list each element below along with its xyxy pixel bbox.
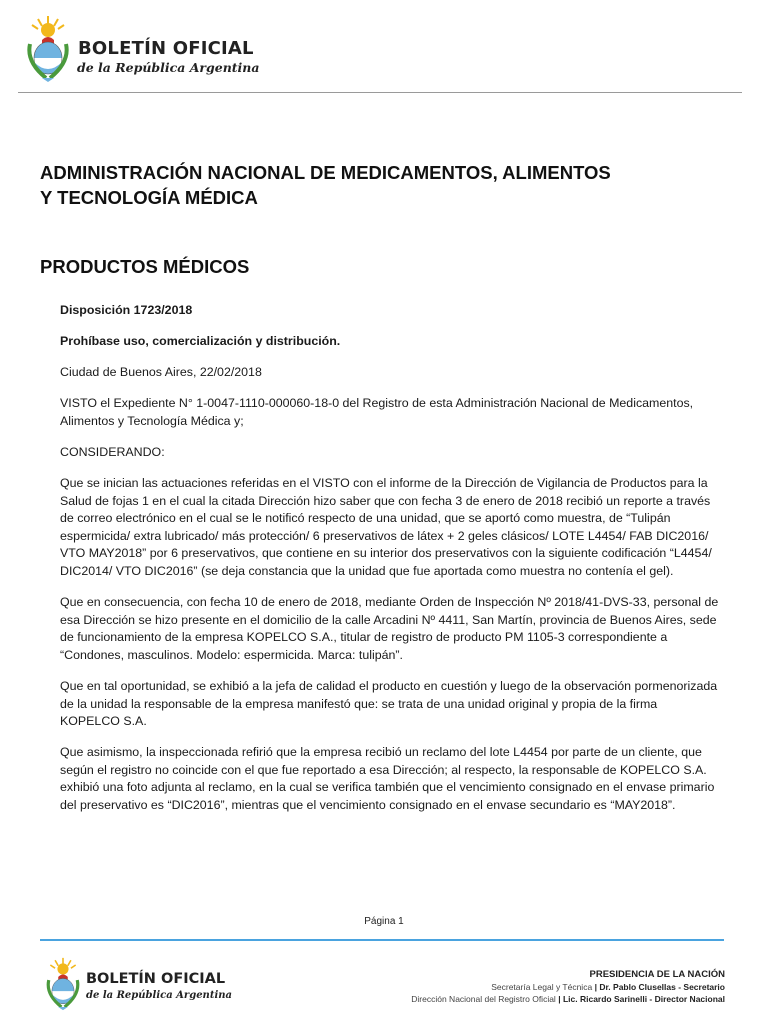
header-subtitle: de la República Argentina xyxy=(77,60,260,75)
footer-secretary-line xyxy=(411,981,725,993)
considerando-label: CONSIDERANDO: xyxy=(60,444,165,459)
header-divider xyxy=(18,92,742,93)
footer-director-name: Lic. Ricardo Sarinelli - Director Nacional xyxy=(562,994,725,1004)
organization-line-1: ADMINISTRACIÓN NACIONAL DE MEDICAMENTOS, ALIMENTOS xyxy=(40,162,611,183)
disposition-number: Disposición 1723/2018 xyxy=(60,303,193,317)
header-title: BOLETÍN OFICIAL xyxy=(78,38,254,59)
footer-separator: | xyxy=(594,982,597,992)
section-title: PRODUCTOS MÉDICOS xyxy=(40,256,250,277)
paragraph-4: Que asimismo, la inspeccionada refirió que la empresa recibió un reclamo del lote L4454 por parte de un cliente, que según el registro no coincide con el que fue reportado a esa Dirección; al respecto, la responsable de KOPELCO S.A. exhibió una foto adjunta al reclamo, en la cual se verifica también que el vencimiento consignado en el envase primario del preservativo es “DIC2016”, mientras que el vencimiento consignado en el envase secundario es “MAY2018”. xyxy=(60,745,715,813)
footer-credits xyxy=(411,969,725,1005)
footer-secretary-name: Dr. Pablo Clusellas - Secretario xyxy=(599,982,725,992)
paragraph-3: Que en tal oportunidad, se exhibió a la jefa de calidad el producto en cuestión y luego de la observación pormenorizada de la unidad la responsable de la empresa manifestó que: se trata de una unidad original y propia de la firma KOPELCO S.A. xyxy=(60,679,718,729)
footer-divider xyxy=(40,939,724,941)
header-coat-of-arms-icon xyxy=(24,14,72,89)
footer-presidency: PRESIDENCIA DE LA NACIÓN xyxy=(589,969,725,980)
page-number: Página 1 xyxy=(364,916,404,927)
footer-separator: | xyxy=(558,994,561,1004)
footer-subtitle: de la República Argentina xyxy=(86,990,232,1001)
footer-secretariat: Secretaría Legal y Técnica xyxy=(491,982,593,992)
document-body xyxy=(60,302,720,828)
footer-title: BOLETÍN OFICIAL xyxy=(86,971,226,987)
footer-coat-of-arms-icon xyxy=(44,956,82,1017)
disposition-headline: Prohíbase uso, comercialización y distribución. xyxy=(60,334,341,349)
footer-director-line xyxy=(411,993,725,1005)
organization-heading xyxy=(40,160,740,210)
paragraph-1: Que se inician las actuaciones referidas en el VISTO con el informe de la Dirección de Vigilancia de Productos para la Salud de fojas 1 en el cual la citada Dirección hizo saber que con fecha 3 de enero de 2018 recibió un reporte a través de correo electrónico en el cual se le notificó respecto de una unidad, que se aportó como muestra, de “Tulipán espermicida/ extra lubricado/ más protección/ 6 preservativos de látex + 2 geles clásicos/ LOTE L4454/ FAB DIC2016/ VTO MAY2018” por 6 preservativos, que contiene en su interior dos preservativos con la siguiente codificación “L4454/ DIC2014/ VTO DIC2016” (se deja constancia que la unidad que fue aportada como muestra no contenía el gel). xyxy=(60,476,712,579)
visto-paragraph: VISTO el Expediente N° 1-0047-1110-000060-18-0 del Registro de esta Administración Nacional de Medicamentos, Alimentos y Tecnología Médica y; xyxy=(60,396,694,428)
place-date: Ciudad de Buenos Aires, 22/02/2018 xyxy=(60,365,262,380)
footer-directorate: Dirección Nacional del Registro Oficial xyxy=(411,994,556,1004)
paragraph-2: Que en consecuencia, con fecha 10 de enero de 2018, mediante Orden de Inspección Nº 2018/41-DVS-33, personal de esa Dirección se hizo presente en el domicilio de la calle Arcadini Nº 4411, San Martín, provincia de Buenos Aires, sede de funcionamiento de la empresa KOPELCO S.A., titular de registro de producto PM 1105-3 correspondiente a “Condones, masculinos. Modelo: espermicida. Marca: tulipán”. xyxy=(60,595,719,662)
organization-line-2: Y TECNOLOGÍA MÉDICA xyxy=(40,187,258,208)
